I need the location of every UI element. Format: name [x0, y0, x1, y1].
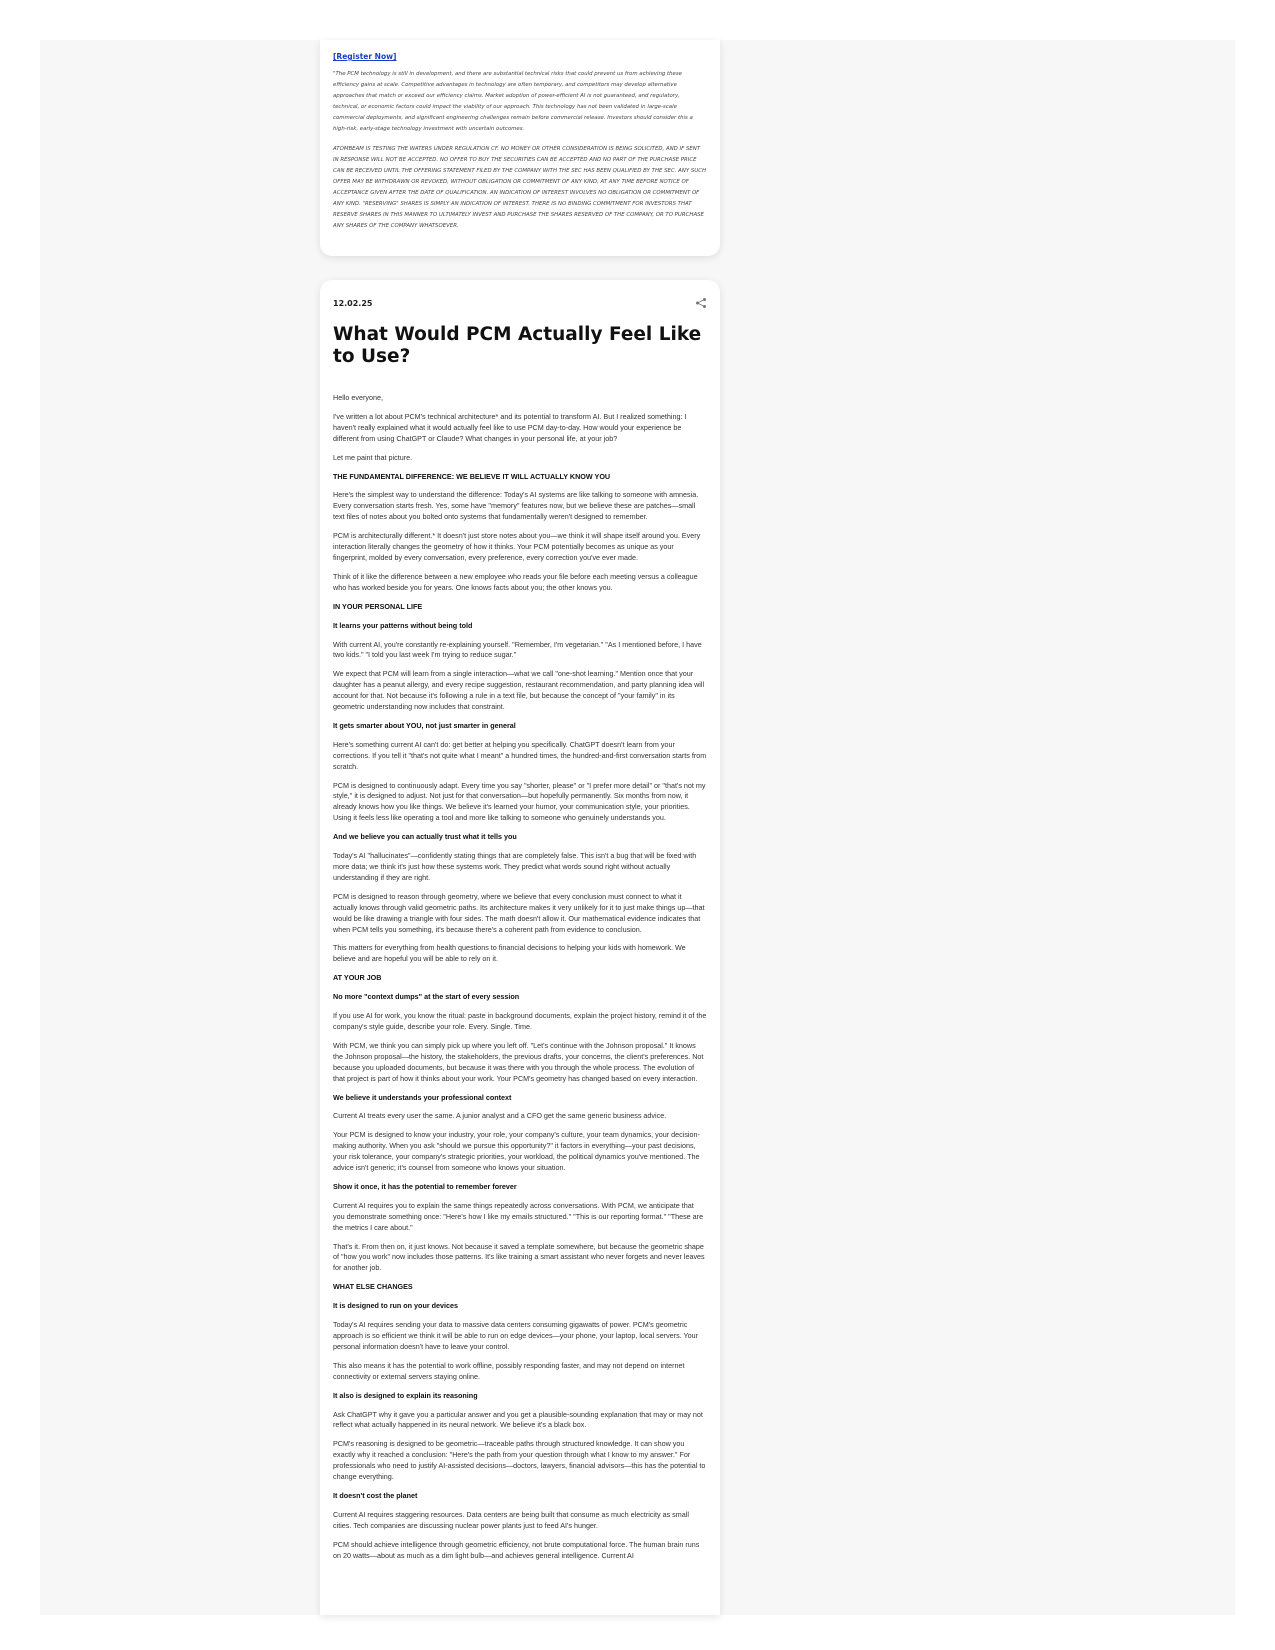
section-heading: It also is designed to explain its reasoning [333, 1390, 478, 1400]
post-title: What Would PCM Actually Feel Like to Use? [333, 324, 702, 367]
share-icon[interactable] [695, 297, 707, 309]
disclaimer-card [320, 40, 720, 256]
paragraph: Ask ChatGPT why it gave you a particular answer and you get a plausible-sounding explanation that may or may not reflect what actually happened in its neural network. We believe it's a black box. [333, 1409, 703, 1430]
register-now-link[interactable]: [Register Now] [333, 52, 397, 61]
section-heading: It gets smarter about YOU, not just smarter in general [333, 720, 516, 730]
paragraph: PCM is architecturally different.* It doesn't just store notes about you—we think it will shape itself around you. Every interaction literally changes the geometry of how it thinks. Your PCM potentially becomes as unique as your fingerprint, molded by every conversation, every preference, every correction you've ever made. [333, 531, 701, 562]
section-heading: It learns your patterns without being told [333, 620, 473, 630]
paragraph: Hello everyone, [333, 393, 383, 402]
paragraph: I've written a lot about PCM's technical architecture* and its potential to transform AI. But I realized something: I haven't really explained what it would actually feel like to use PCM day-to-day. How would your experience be different from using ChatGPT or Claude? What changes in your personal life, at your job? [333, 411, 687, 443]
reg-cf-disclaimer: ATOMBEAM IS TESTING THE WATERS UNDER REGULATION CF. NO MONEY OR OTHER CONSIDERATION IS BEING SOLICITED, AND IF SENT IN RESPONSE WILL NOT BE ACCEPTED. NO OFFER TO BUY THE SECURITIES CAN BE ACCEPTED AND NO PART OF THE PURCHASE PRICE CAN BE RECEIVED UNTIL THE OFFERING STATEMENT FILED BY THE COMPANY WITH THE SEC HAS BEEN QUALIFIED BY THE SEC. ANY SUCH OFFER MAY BE WITHDRAWN OR REVOKED, WITHOUT OBLIGATION OR COMMITMENT OF ANY KIND, AT ANY TIME BEFORE NOTICE OF ACCEPTANCE GIVEN AFTER THE DATE OF QUALIFICATION. AN INDICATION OF INTEREST INVOLVES NO OBLIGATION OR COMMITMENT OF ANY KIND. "RESERVING" SHARES IS SIMPLY AN INDICATION OF INTEREST. THERE IS NO BINDING COMMITMENT FOR INVESTORS THAT RESERVE SHARES IN THIS MANNER TO ULTIMATELY INVEST AND PURCHASE THE SHARES RESERVED OF THE COMPANY, OR TO PURCHASE ANY SHARES OF THE COMPANY WHATSOEVER. [333, 146, 707, 229]
paragraph: We expect that PCM will learn from a single interaction—what we call "one-shot learning." Mention once that your daughter has a peanut allergy, and every recipe suggestion, restaurant recommendation, and party planning idea will account for that. Not because it's following a rule in a text file, but because the concept of "your family" in its geometric understanding now includes that constraint. [333, 669, 705, 712]
paragraph: Here's the simplest way to understand the difference: Today's AI systems are like talking to someone with amnesia. Every conversation starts fresh. Yes, some have "memory" features now, but we believe these are patches—small text files of notes about you bolted onto systems that fundamentally weren't designed to remember. [333, 490, 699, 522]
paragraph: If you use AI for work, you know the ritual: paste in background documents, explain the project history, remind it of the company's style guide, describe your role. Every. Single. Time. [333, 1011, 707, 1031]
paragraph: Current AI treats every user the same. A junior analyst and a CFO get the same generic business advice. [333, 1111, 667, 1121]
paragraph: With PCM, we think you can simply pick up where you left off. "Let's continue with the Johnson proposal." It knows the Johnson proposal—the history, the stakeholders, the previous drafts, your concerns, the client's preferences. Not because you uploaded documents, but because it was there with you through the whole process. The evolution of that project is part of how it thinks about your work. Your PCM's geometry has changed based on every interaction. [333, 1040, 704, 1083]
risk-disclaimer: "The PCM technology is still in development, and there are substantial technical risks that could prevent us from achieving these efficiency gains at scale. Competitive advantages in technology are often temporary, and competitors may develop alternative approaches that match or exceed our efficiency claims. Market adoption of power-efficient AI is not guaranteed, and regulatory, technical, or economic factors could impact the viability of our approach. This technology has not been validated in large-scale commercial deployments, and significant engineering challenges remain before commercial release. Investors should consider this a high-risk, early-stage technology investment with uncertain outcomes. [333, 71, 693, 132]
paragraph: PCM is designed to reason through geometry, where we believe that every conclusion must connect to what it actually knows through valid geometric paths. Its architecture makes it very unlikely for it to just make things up—that would be like drawing a triangle with four sides. The math doesn't allow it. Our mathematical evidence indicates that when PCM tells you something, it's because there's a coherent path from evidence to conclusion. [333, 891, 705, 934]
post-body [333, 393, 707, 1562]
section-heading: AT YOUR JOB [333, 973, 382, 983]
paragraph: This matters for everything from health questions to financial decisions to helping your kids with homework. We believe and are hopeful you will be able to rely on it. [333, 943, 686, 964]
paragraph: Here's something current AI can't do: get better at helping you specifically. ChatGPT doesn't learn from your corrections. If you tell it "that's not quite what I meant" a hundred times, the hundred-and-first conversation starts from scratch. [333, 739, 707, 771]
section-heading: No more "context dumps" at the start of every session [333, 992, 520, 1002]
post-card [320, 280, 720, 1615]
post-date: 12.02.25 [333, 298, 373, 308]
paragraph: PCM is designed to continuously adapt. Every time you say "shorter, please" or "I prefer more detail" or "that's not my style," it is designed to adjust. Not just for that conversation—but hopefully permanently. Six months from now, it already knows how you like things. We believe it's learned your humor, your communication style, your priorities. Using it feels less like operating a tool and more like talking to someone who genuinely understands you. [333, 780, 706, 823]
paragraph: PCM's reasoning is designed to be geometric—traceable paths through structured knowledge. It can show you exactly why it reached a conclusion: "Here's the path from your question through what I know to my answer." For professionals who need to justify AI-assisted decisions—doctors, lawyers, financial advisors—this has the potential to change everything. [333, 1439, 706, 1482]
paragraph: Today's AI requires sending your data to massive data centers consuming gigawatts of power. PCM's geometric approach is so efficient we think it will be able to run on edge devices—your phone, your laptop, local servers. Your personal information doesn't have to leave your control. [333, 1320, 699, 1351]
paragraph: Current AI requires you to explain the same things repeatedly across conversations. With PCM, we anticipate that you demonstrate something once: "Here's how I like my emails structured." "This is our reporting format." "These are the metrics I care about." [333, 1200, 704, 1232]
section-heading: IN YOUR PERSONAL LIFE [333, 601, 423, 611]
paragraph: That's it. From then on, it just knows. Not because it saved a template somewhere, but because the geometric shape of "how you work" now includes those patterns. It's like training a smart assistant who never forgets and never leaves for another job. [333, 1241, 705, 1273]
paragraph: Your PCM is designed to know your industry, your role, your company's culture, your team dynamics, your decision-making authority. When you ask "should we pursue this opportunity?" it factors in everything—your past decisions, your risk tolerance, your company's strategic priorities, your workload, the political dynamics you've mentioned. The advice isn't generic; it's counsel from someone who knows your situation. [333, 1130, 700, 1173]
paragraph: Current AI requires staggering resources. Data centers are being built that consume as much electricity as small cities. Tech companies are discussing nuclear power plants just to feed AI's hunger. [333, 1509, 689, 1530]
paragraph: Today's AI "hallucinates"—confidently stating things that are completely false. This isn't a bug that will be fixed with more data; we think it's just how these systems work. They predict what words sound right without actually understanding if they are right. [333, 851, 697, 882]
paragraph: Think of it like the difference between a new employee who reads your file before each meeting versus a colleague who has worked beside you for years. One knows facts about you; the other knows you. [333, 571, 698, 592]
section-heading: WHAT ELSE CHANGES [333, 1282, 413, 1292]
post-header [333, 296, 707, 310]
section-heading: It doesn't cost the planet [333, 1490, 418, 1500]
section-heading: THE FUNDAMENTAL DIFFERENCE: WE BELIEVE IT WILL ACTUALLY KNOW YOU [333, 471, 611, 481]
section-heading: And we believe you can actually trust what it tells you [333, 832, 517, 842]
paragraph: PCM should achieve intelligence through geometric efficiency, not brute computational force. The human brain runs on 20 watts—about as much as a dim light bulb—and achieves general intelligence. Current AI [333, 1539, 700, 1560]
section-heading: It is designed to run on your devices [333, 1301, 459, 1311]
paragraph: This also means it has the potential to work offline, possibly responding faster, and may not depend on internet connectivity or external servers staying online. [333, 1360, 685, 1381]
paragraph: Let me paint that picture. [333, 452, 413, 462]
section-heading: We believe it understands your professional context [333, 1092, 512, 1102]
section-heading: Show it once, it has the potential to remember forever [333, 1181, 517, 1191]
paragraph: With current AI, you're constantly re-explaining yourself. "Remember, I'm vegetarian." "As I mentioned before, I have two kids." "I told you last week I'm trying to reduce sugar." [333, 639, 702, 660]
